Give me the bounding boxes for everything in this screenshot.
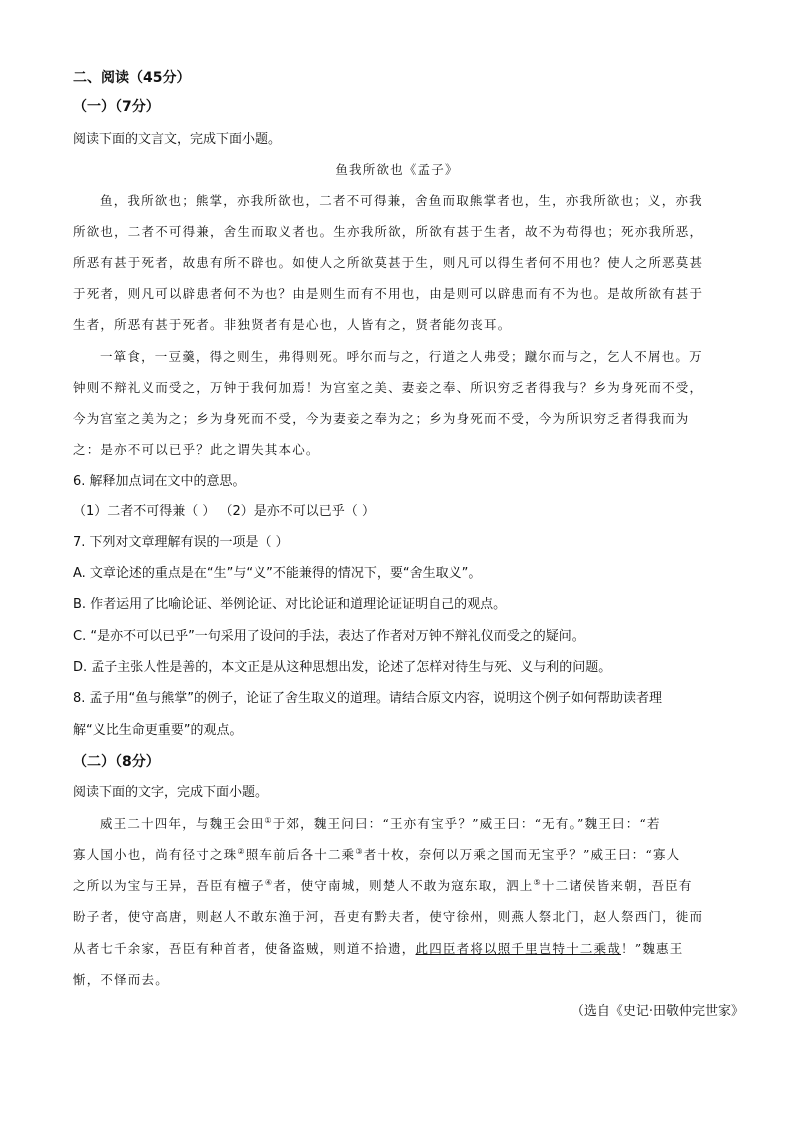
option-c: C. “是亦不可以已乎”一句采用了设问的手法，表达了作者对万钟不辩礼仪而受之的疑问。 <box>73 629 585 644</box>
footnote-mark: ② <box>237 846 246 856</box>
passage-line: 所恶有甚于死者，故患有所不辟也。如使人之所欲莫甚于生，则凡可以得生者何不用也？使人之所恶莫甚 <box>73 255 704 270</box>
footnote-mark: ③ <box>355 846 364 856</box>
passage2-line: 惭，不怿而去。 <box>73 972 169 987</box>
text-seg: 之所以为宝与王异，吾臣有檀子 <box>73 878 265 893</box>
passage2-line <box>100 815 748 833</box>
passage2-line <box>73 846 721 864</box>
passage-title: 鱼我所欲也《孟子》 <box>335 162 459 177</box>
option-a: A. 文章论述的重点是在“生”与“义”不能兼得的情况下，要“舍生取义”。 <box>73 566 482 581</box>
part1-instruction: 阅读下面的文言文，完成下面小题。 <box>73 132 282 147</box>
text-seg: 者十枚，奈何以万乘之国而无宝乎？”威王曰：“寡人 <box>363 847 681 862</box>
text-seg: 从者七千余家，吾臣有种首者，使备盗贼，则道不拾遗， <box>73 941 416 956</box>
question-7: 7. 下列对文章理解有误的一项是（ ） <box>73 535 289 550</box>
option-b: B. 作者运用了比喻论证、举例论证、对比论证和道理论证证明自己的观点。 <box>73 597 507 612</box>
text-seg: 十二诸侯皆来朝，吾臣有 <box>541 878 693 893</box>
question-8-cont: 解“义比生命更重要”的观点。 <box>73 723 243 738</box>
question-6-items: （1）二者不可得兼（ ） （2）是亦不可以已乎（ ） <box>73 504 375 519</box>
part1-heading: （一）（7分） <box>73 99 160 115</box>
passage-line: 今为宫室之美为之；乡为身死而不受，今为妻妾之奉为之；乡为身死而不受，今为所识穷乏者得我而为 <box>73 411 690 426</box>
question-6: 6. 解释加点词在文中的意思。 <box>73 474 246 489</box>
passage-line: 所欲也，二者不可得兼，舍生而取义者也。生亦我所欲，所欲有甚于生者，故不为苟得也；死亦我所恶， <box>73 224 704 239</box>
text-seg: 威王二十四年，与魏王会田 <box>100 816 265 831</box>
part2-heading: （二）（8分） <box>73 754 160 770</box>
part2-instruction: 阅读下面的文字，完成下面小题。 <box>73 785 269 800</box>
passage-line: 一箪食，一豆羹，得之则生，弗得则死。呼尔而与之，行道之人弗受；蹴尔而与之，乞人不屑也。万 <box>100 349 703 364</box>
passage2-line <box>73 908 721 926</box>
section-title: 二、阅读（45分） <box>73 70 191 86</box>
passage2-line <box>73 877 721 895</box>
passage2-line <box>73 940 721 958</box>
text-seg: 寡人国小也，尚有径寸之珠 <box>73 847 238 862</box>
passage-line: 之：是亦不可以已乎？此之谓失其本心。 <box>73 442 320 457</box>
text-seg: 者，使守南城，则楚人不敢为寇东取，泗上 <box>273 878 534 893</box>
text-seg: 于郊，魏王问曰：“王亦有宝乎？”威王曰：“无有。”魏王曰：“若 <box>272 816 661 831</box>
text-seg: 盼子者，使守高唐，则赵人不敢东渔于河，吾吏有黔夫者，使守徐州，则燕人祭北门，赵人祭西门，徙而 <box>73 909 704 924</box>
footnote-mark: ① <box>264 815 273 825</box>
text-seg: 照车前后各十二乘 <box>245 847 356 862</box>
underlined-sentence: 此四臣者将以照千里岂特十二乘哉 <box>415 941 622 956</box>
footnote-mark: ④ <box>264 877 274 887</box>
text-seg: ！”魏惠王 <box>621 941 684 956</box>
footnote-mark: ⑤ <box>533 877 542 887</box>
source-citation: （选自《史记·田敬仲完世家》 <box>570 1004 744 1019</box>
passage-line: 于死者，则凡可以辟患者何不为也？由是则生而有不用也，由是则可以辟患而有不为也。是故所欲有甚于 <box>73 286 704 301</box>
passage-line: 生者，所恶有甚于死者。非独贤者有是心也，人皆有之，贤者能勿丧耳。 <box>73 317 512 332</box>
option-d: D. 孟子主张人性是善的，本文正是从这种思想出发，论述了怎样对待生与死、义与利的问题。 <box>73 660 612 675</box>
passage-line: 钟则不辩礼义而受之，万钟于我何加焉！为宫室之美、妻妾之奉、所识穷乏者得我与？乡为身死而不受， <box>73 380 704 395</box>
passage-line: 鱼，我所欲也；熊掌，亦我所欲也，二者不可得兼，舍鱼而取熊掌者也，生，亦我所欲也；义，亦我 <box>100 193 703 208</box>
question-8: 8. 孟子用“鱼与熊掌”的例子，论证了舍生取义的道理。请结合原文内容，说明这个例子如何帮助读者理 <box>73 691 663 706</box>
